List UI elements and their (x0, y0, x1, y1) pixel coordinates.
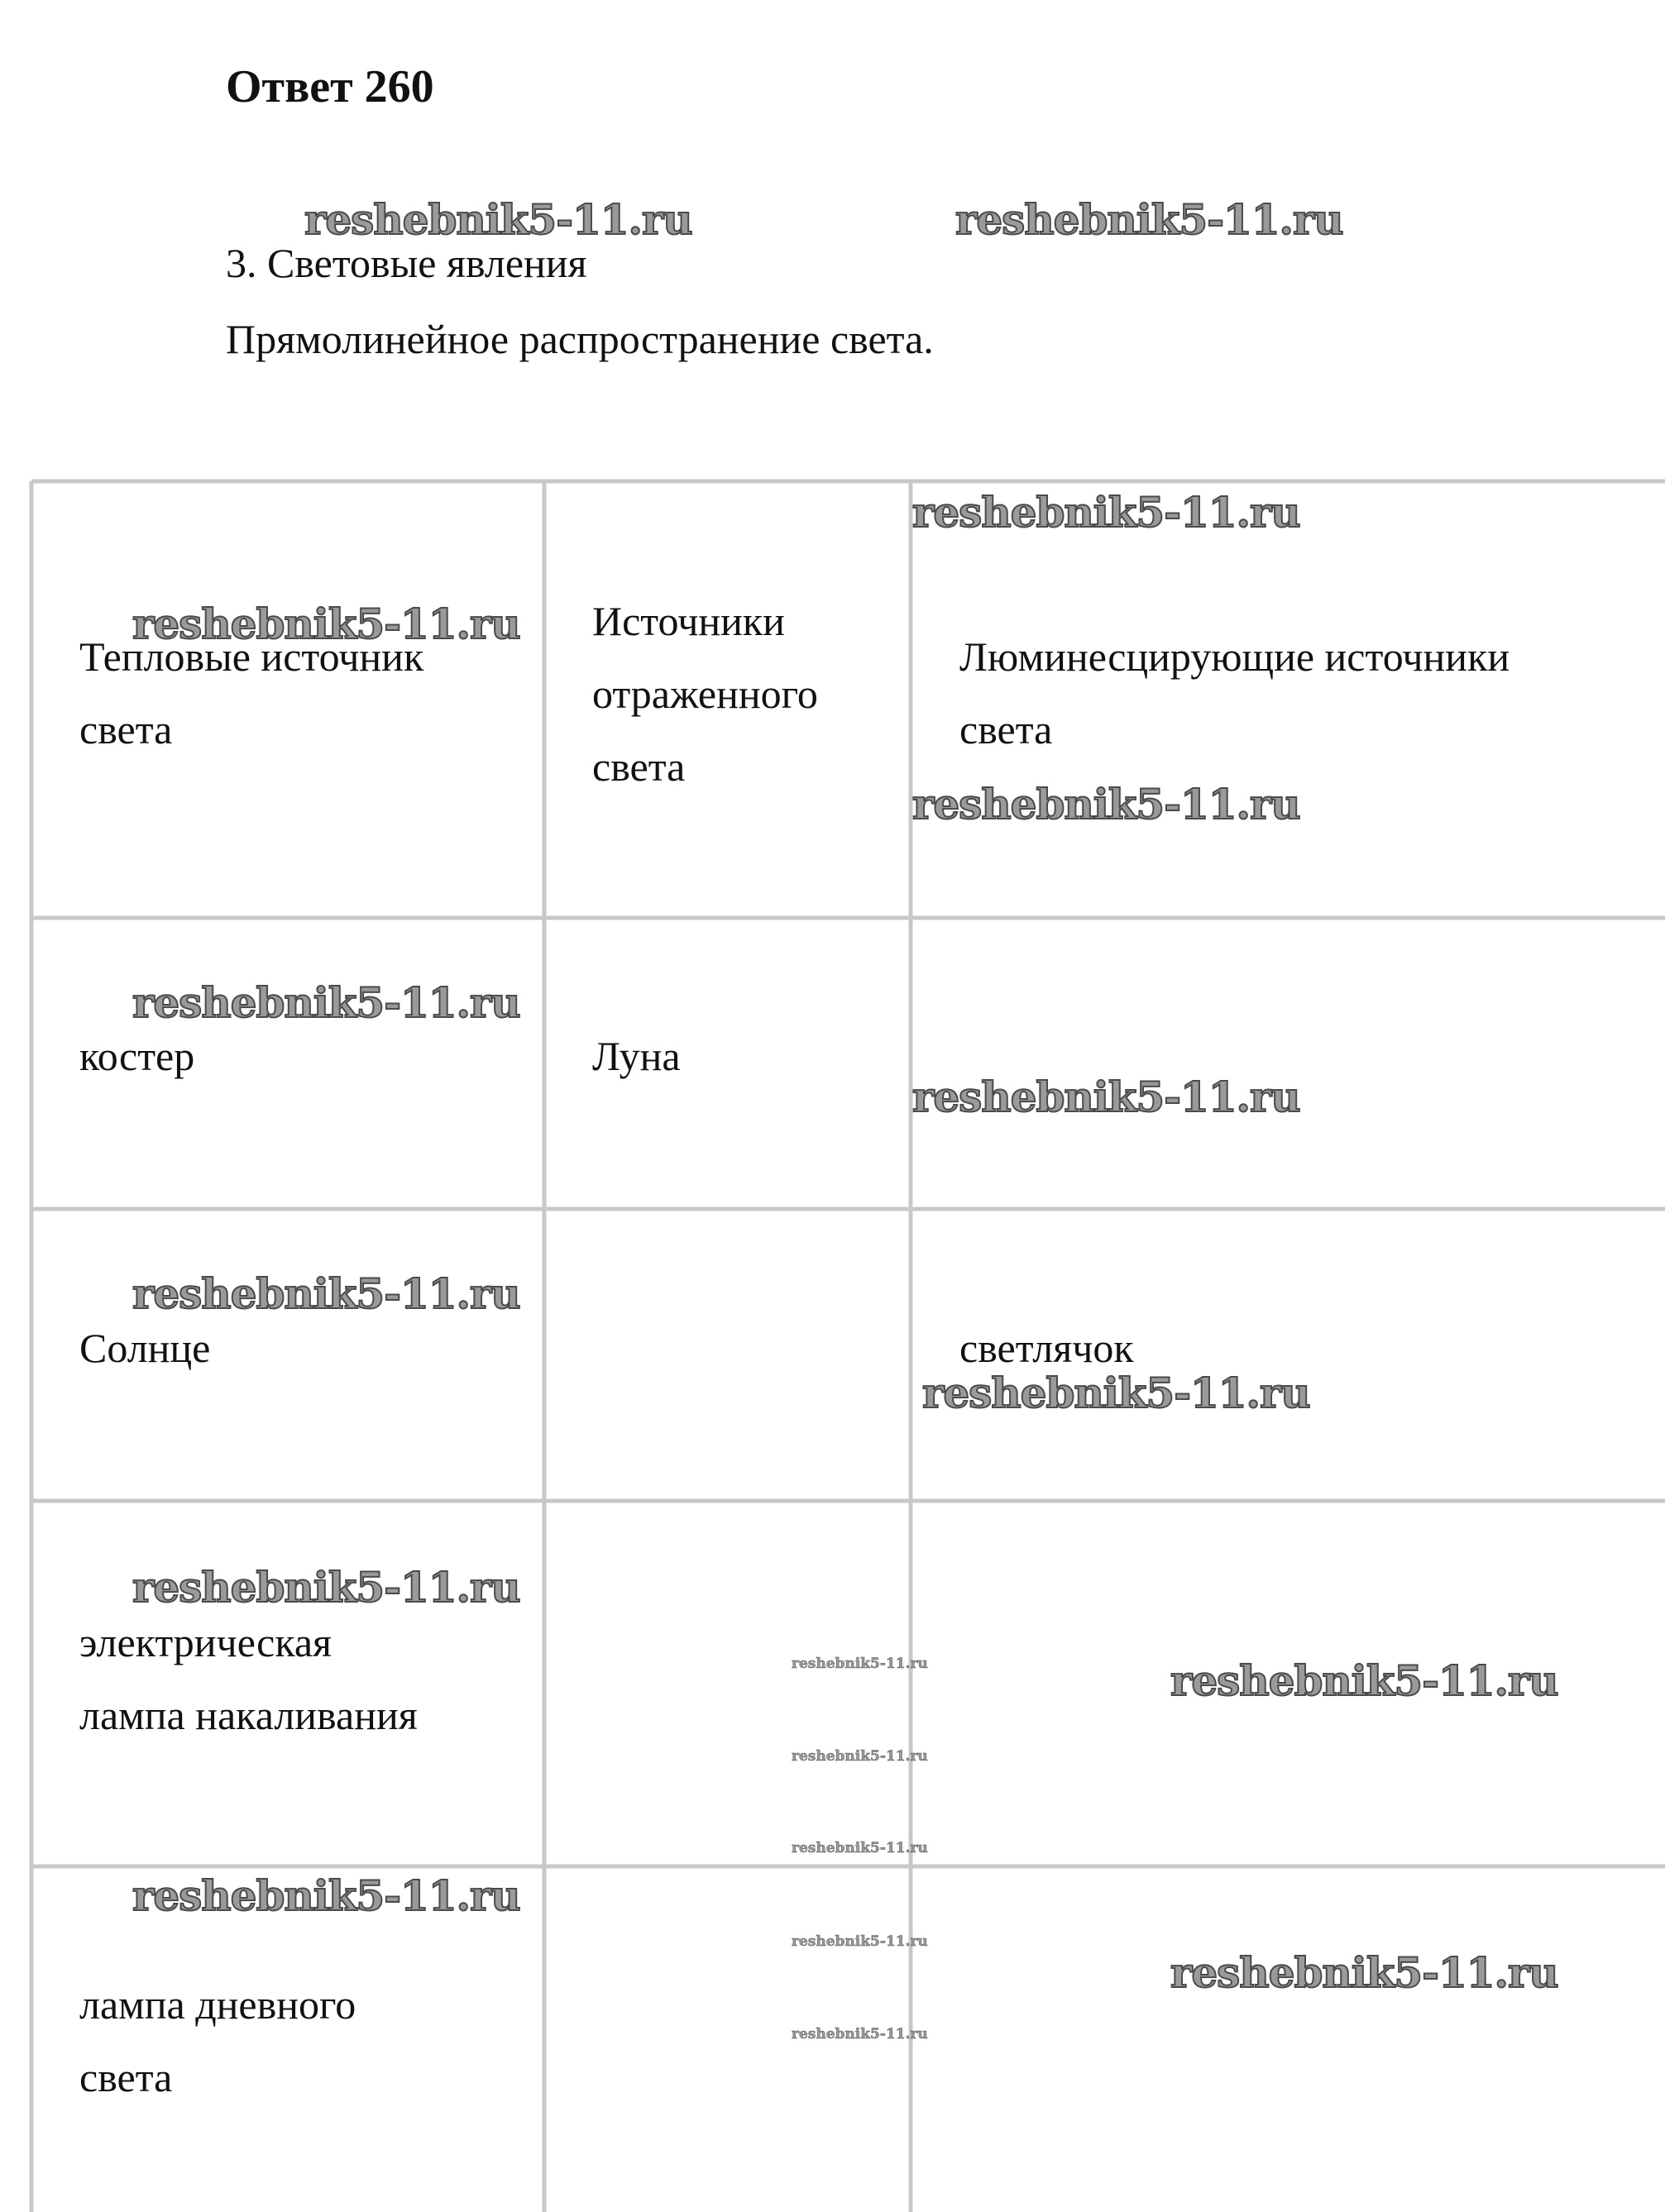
table-cell: лампа дневного света (79, 1981, 356, 2100)
watermark-text-small: reshebnik5-11.ru (792, 1748, 928, 1765)
section-subheading: Прямолинейное распространение света. (226, 316, 934, 362)
watermark-text: reshebnik5-11.ru (1170, 1656, 1558, 1705)
page-title: Ответ 260 (226, 61, 434, 112)
watermark-text: reshebnik5-11.ru (132, 1871, 520, 1920)
watermark-text: reshebnik5-11.ru (1170, 1948, 1558, 1997)
table-cell: Луна (592, 1033, 681, 1079)
watermark-text: reshebnik5-11.ru (132, 978, 520, 1027)
section-heading: 3. Световые явления (226, 240, 587, 286)
table-cell: Солнце (79, 1325, 211, 1371)
watermark-text: reshebnik5-11.ru (955, 195, 1343, 244)
watermark-text-small: reshebnik5-11.ru (792, 1840, 928, 1856)
watermark-text: reshebnik5-11.ru (304, 195, 692, 244)
watermark-text-small: reshebnik5-11.ru (792, 2026, 928, 2042)
table-cell: светлячок (959, 1325, 1134, 1371)
watermark-text-small: reshebnik5-11.ru (792, 1933, 928, 1950)
table-header-thermal: Тепловые источник света (79, 633, 424, 752)
table-header-luminescent: Люминесцирующие источники света (959, 633, 1510, 752)
table-cell: электрическая лампа накаливания (79, 1619, 418, 1738)
table-header-reflected: Источники отраженного света (592, 598, 818, 790)
watermark-text-small: reshebnik5-11.ru (792, 1655, 928, 1672)
table-cell: костер (79, 1033, 195, 1079)
watermark-text: reshebnik5-11.ru (912, 488, 1300, 537)
watermark-text: reshebnik5-11.ru (132, 1563, 520, 1612)
watermark-text: reshebnik5-11.ru (912, 780, 1300, 829)
watermark-text: reshebnik5-11.ru (132, 1269, 520, 1318)
watermark-text: reshebnik5-11.ru (912, 1073, 1300, 1121)
watermark-text: reshebnik5-11.ru (132, 600, 520, 648)
watermark-text: reshebnik5-11.ru (922, 1369, 1310, 1417)
